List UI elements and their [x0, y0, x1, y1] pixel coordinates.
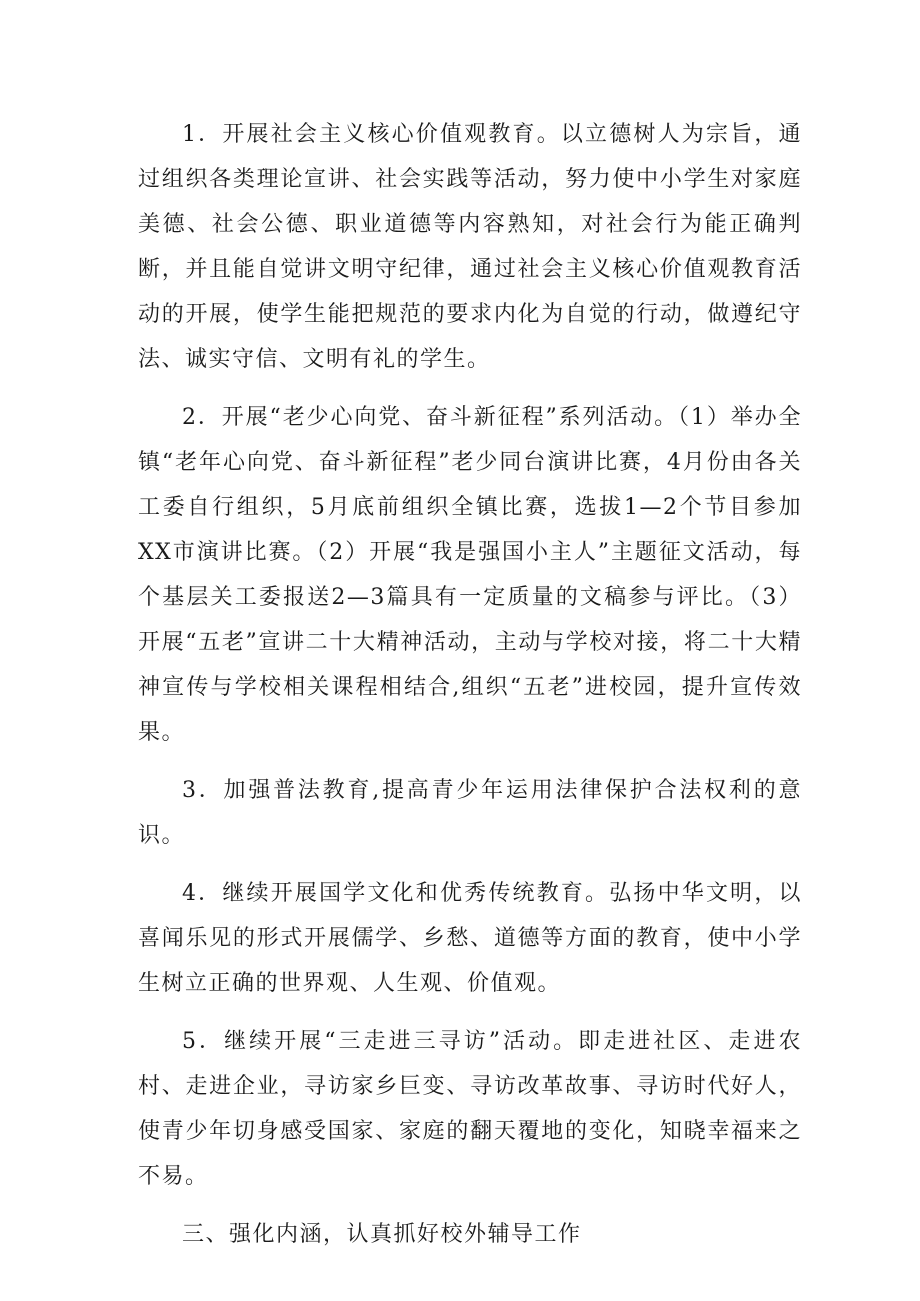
section-heading: 三、强化内涵，认真抓好校外辅导工作 — [182, 1222, 582, 1247]
paragraph-1: 1．开展社会主义核心价值观教育。以立德树人为宗旨，通过组织各类理论宣讲、社会实践等活动，努力使中小学生对家庭美德、社会公德、职业道德等内容熟知，对社会行为能正确判断，并且能自觉讲文明守纪律，通过社会主义核心价值观教育活动的开展，使学生能把规范的要求内化为自觉的行动，做遵纪守法、诚实守信、文明有礼的学生。 — [138, 122, 802, 372]
paragraph-2: 2．开展“老少心向党、奋斗新征程”系列活动。（1）举办全镇“老年心向党、奋斗新征程”老少同台演讲比赛，4月份由各关工委自行组织，5月底前组织全镇比赛，选拔1—2个节目参加XX市演讲比赛。（2）开展“我是强国小主人”主题征文活动，每个基层关工委报送2—3篇具有一定质量的文稿参与评比。（3）开展“五老”宣讲二十大精神活动，主动与学校对接，将二十大精神宣传与学校相关课程相结合,组织“五老”进校园，提升宣传效果。 — [138, 405, 802, 745]
paragraph-5: 5．继续开展“三走进三寻访”活动。即走进社区、走进农村、走进企业，寻访家乡巨变、寻访改革故事、寻访时代好人，使青少年切身感受国家、家庭的翻天覆地的变化，知晓幸福来之不易。 — [138, 1029, 802, 1189]
paragraph-4: 4．继续开展国学文化和优秀传统教育。弘扬中华文明，以喜闻乐见的形式开展儒学、乡愁、道德等方面的教育，使中小学生树立正确的世界观、人生观、价值观。 — [138, 881, 802, 996]
paragraph-3: 3．加强普法教育,提高青少年运用法律保护合法权利的意识。 — [138, 778, 802, 848]
document-body — [138, 112, 802, 1257]
